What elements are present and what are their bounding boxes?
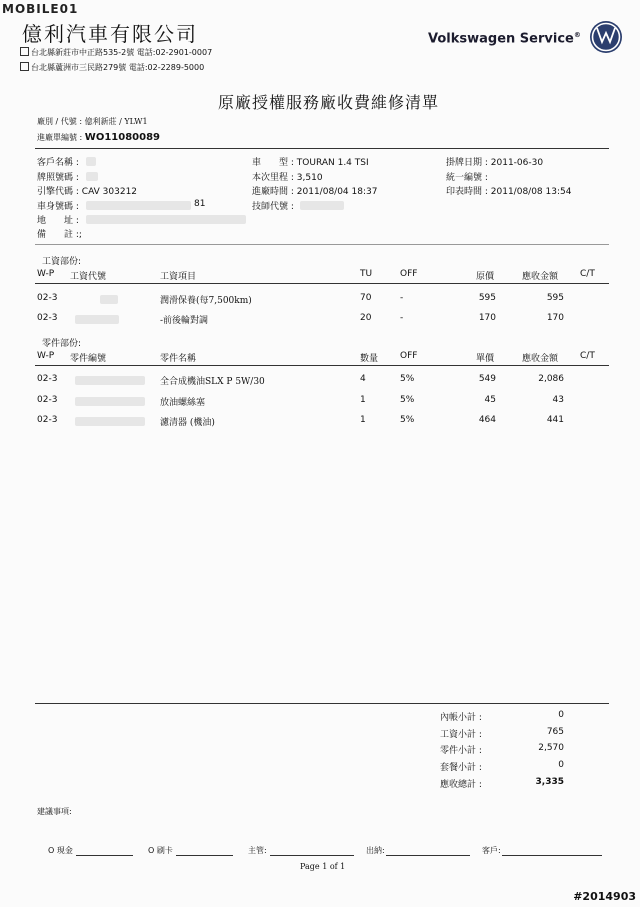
row-due: 2,086	[538, 374, 564, 384]
labor-header-price: 原價	[476, 272, 495, 282]
plate-number: 牌照號碼 :	[37, 173, 79, 183]
row-price: 549	[478, 374, 496, 384]
total-label: 套餐小計 :	[440, 763, 482, 773]
redacted-field	[75, 417, 145, 426]
vin-suffix: 81	[194, 199, 206, 209]
card-option: O 刷卡	[148, 846, 173, 855]
row-item: 放油螺絲塞	[160, 398, 206, 408]
cashier-label: 出納:	[366, 846, 385, 855]
redacted-field	[75, 376, 145, 385]
total-value: 0	[558, 710, 564, 720]
watermark-logo: MOBILE01	[2, 2, 79, 16]
grand-total-value: 3,335	[535, 777, 564, 787]
cash-option: O 現金	[48, 846, 73, 855]
parts-section-title: 零件部份:	[42, 339, 82, 349]
total-label: 零件小計 :	[440, 746, 482, 756]
row-qty: 1	[360, 415, 366, 425]
vw-logo-icon	[589, 20, 623, 54]
labor-header-item: 工資項目	[160, 272, 197, 282]
tax-id: 統一編號 :	[446, 173, 488, 183]
row-item: -前後輪對調	[160, 316, 209, 326]
cashier-line	[386, 855, 470, 856]
row-item: 濾清器 (機油)	[160, 418, 215, 428]
labor-header-due: 應收金額	[522, 272, 559, 282]
branch-line-2: 台北縣蘆洲市三民路279號 電話:02-2289-5000	[20, 62, 204, 73]
parts-header-code: 零件編號	[70, 354, 107, 364]
total-value: 0	[558, 760, 564, 770]
row-off: 5%	[400, 415, 415, 425]
entry-time: 進廠時間 : 2011/08/04 18:37	[252, 187, 378, 197]
parts-header-qty: 數量	[360, 354, 379, 364]
address: 地 址 :	[37, 216, 79, 226]
redacted-field	[86, 172, 98, 181]
redacted-field	[86, 201, 191, 210]
row-off: -	[400, 313, 404, 323]
document-title: 原廠授權服務廠收費維修清單	[218, 93, 440, 112]
grand-total-label: 應收總計 :	[440, 780, 482, 790]
note: 備 註 :;	[37, 230, 82, 240]
supervisor-label: 主管:	[248, 846, 267, 855]
row-due: 43	[552, 395, 564, 405]
order-line: 進廠單編號 : WO11080089	[37, 132, 160, 143]
redacted-field	[86, 215, 246, 224]
total-value: 765	[546, 727, 564, 737]
total-label: 工資小計 :	[440, 730, 482, 740]
client-line	[502, 855, 602, 856]
row-wp: 02-3	[37, 313, 58, 323]
labor-section-title: 工資部份:	[42, 257, 82, 267]
labor-header-ct: C/T	[580, 269, 595, 279]
checkbox-icon	[20, 47, 29, 56]
cash-line	[76, 855, 133, 856]
print-time: 印表時間 : 2011/08/08 13:54	[446, 187, 572, 197]
row-due: 441	[546, 415, 564, 425]
row-qty: 1	[360, 395, 366, 405]
row-price: 595	[478, 293, 496, 303]
row-qty: 4	[360, 374, 366, 384]
advice-label: 建議事項:	[37, 807, 72, 816]
row-price: 170	[478, 313, 496, 323]
redacted-field	[86, 157, 96, 166]
registration-date: 掛牌日期 : 2011-06-30	[446, 158, 544, 168]
parts-header-off: OFF	[400, 351, 418, 361]
vin: 車身號碼 :	[37, 202, 79, 212]
divider	[35, 365, 609, 366]
technician-code: 技師代號 :	[252, 202, 294, 212]
row-wp: 02-3	[37, 395, 58, 405]
row-wp: 02-3	[37, 293, 58, 303]
row-price: 464	[478, 415, 496, 425]
total-label: 內帳小計 :	[440, 713, 482, 723]
labor-header-code: 工資代號	[70, 272, 107, 282]
redacted-field	[300, 201, 344, 210]
row-item: 全合成機油SLX P 5W/30	[160, 377, 265, 387]
checkbox-icon	[20, 62, 29, 71]
company-name: 億利汽車有限公司	[22, 22, 198, 46]
row-off: 5%	[400, 374, 415, 384]
parts-header-item: 零件名稱	[160, 354, 197, 364]
row-off: -	[400, 293, 404, 303]
customer-name: 客戶名稱 :	[37, 158, 79, 168]
divider	[35, 244, 609, 245]
row-wp: 02-3	[37, 415, 58, 425]
client-label: 客戶:	[482, 846, 501, 855]
row-item: 潤滑保養(每7,500km)	[160, 296, 252, 306]
watermark-id: #2014903	[573, 890, 636, 903]
labor-header-wp: W-P	[37, 269, 55, 279]
mileage: 本次里程 : 3,510	[252, 173, 323, 183]
total-value: 2,570	[538, 743, 564, 753]
row-due: 595	[546, 293, 564, 303]
redacted-field	[75, 397, 145, 406]
supervisor-line	[270, 855, 354, 856]
row-tu: 70	[360, 293, 372, 303]
row-off: 5%	[400, 395, 415, 405]
brand-label: Volkswagen Service®	[428, 31, 581, 47]
row-price: 45	[484, 395, 496, 405]
car-model: 車 型 : TOURAN 1.4 TSI	[252, 158, 369, 168]
page-number: Page 1 of 1	[300, 862, 346, 871]
redacted-field	[75, 315, 119, 324]
dealer-line: 廠別 / 代號 : 億利新莊 / YLW1	[37, 117, 148, 126]
divider	[35, 703, 609, 704]
branch-line-1: 台北縣新莊市中正路535-2號 電話:02-2901-0007	[20, 47, 212, 58]
redacted-field	[100, 295, 118, 304]
parts-header-ct: C/T	[580, 351, 595, 361]
row-wp: 02-3	[37, 374, 58, 384]
row-due: 170	[546, 313, 564, 323]
card-line	[176, 855, 233, 856]
labor-header-tu: TU	[360, 269, 373, 279]
engine-code: 引擎代碼 : CAV 303212	[37, 187, 138, 197]
labor-header-off: OFF	[400, 269, 418, 279]
parts-header-wp: W-P	[37, 351, 55, 361]
row-tu: 20	[360, 313, 372, 323]
divider	[35, 148, 609, 149]
parts-header-price: 單價	[476, 354, 495, 364]
divider	[35, 283, 609, 284]
parts-header-due: 應收金額	[522, 354, 559, 364]
